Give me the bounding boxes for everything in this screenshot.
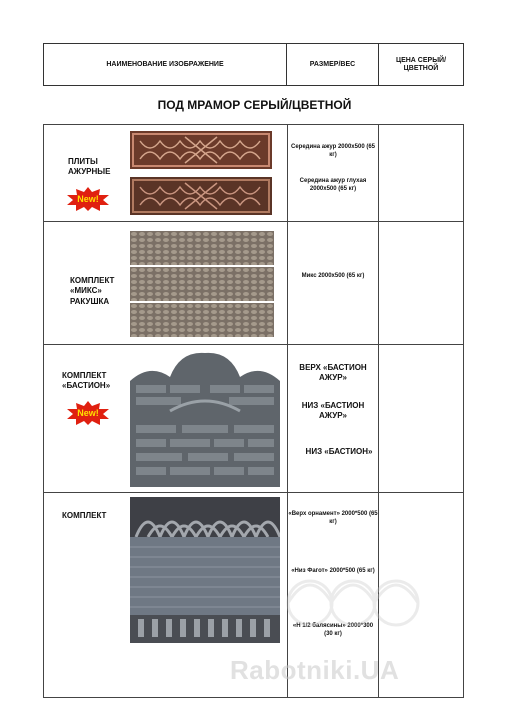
size-weight: «Низ Фагот» 2000*500 (65 кг): [291, 568, 375, 574]
header-price-col: ЦЕНА СЕРЫЙ/ЦВЕТНОЙ: [395, 56, 447, 72]
new-badge-label: New!: [77, 408, 99, 418]
header-name-col: НАИМЕНОВАНИЕ ИЗОБРАЖЕНИЕ: [44, 44, 287, 85]
product-name: КОМПЛЕКТ «МИКС»: [70, 276, 115, 295]
new-badge: [66, 187, 110, 211]
size-weight: НИЗ «БАСТИОН АЖУР»: [301, 401, 365, 420]
product-name: КОМПЛЕКТ: [62, 511, 107, 520]
table-header: [43, 43, 464, 86]
new-badge-label: New!: [77, 194, 99, 204]
product-name-sub: РАКУШКА: [70, 297, 110, 306]
openwork-slab-image: [130, 131, 272, 217]
size-weight: ВЕРХ «БАСТИОН АЖУР»: [299, 363, 367, 382]
table-row: [44, 345, 463, 493]
watermark-workers-icon: [275, 565, 430, 645]
size-weight: «Верх орнамент» 2000*500 (65 кг): [288, 511, 378, 525]
section-title: ПОД МРАМОР СЕРЫЙ/ЦВЕТНОЙ: [157, 98, 352, 112]
new-badge: [66, 401, 110, 425]
table-row: [44, 222, 463, 345]
size-weight: НИЗ «БАСТИОН»: [305, 447, 373, 456]
mix-shell-image: [130, 231, 274, 337]
size-weight: Микс 2000х500 (65 кг): [301, 273, 365, 279]
fence-set-image: [130, 497, 280, 643]
header-size-col: РАЗМЕР/ВЕС: [287, 44, 379, 85]
product-name: КОМПЛЕКТ «БАСТИОН»: [62, 371, 111, 390]
bastion-image: [130, 351, 280, 487]
size-weight: Середина ажур глухая 2000х500 (65 кг): [299, 178, 367, 192]
size-weight: «Н 1/2 балясины» 2000*300 (30 кг): [292, 623, 374, 637]
product-name: ПЛИТЫ АЖУРНЫЕ: [68, 157, 111, 176]
watermark: Rabotniki.UA: [230, 655, 400, 685]
table-row: [44, 125, 463, 222]
size-weight: Середина ажур 2000х500 (65 кг): [290, 144, 375, 158]
